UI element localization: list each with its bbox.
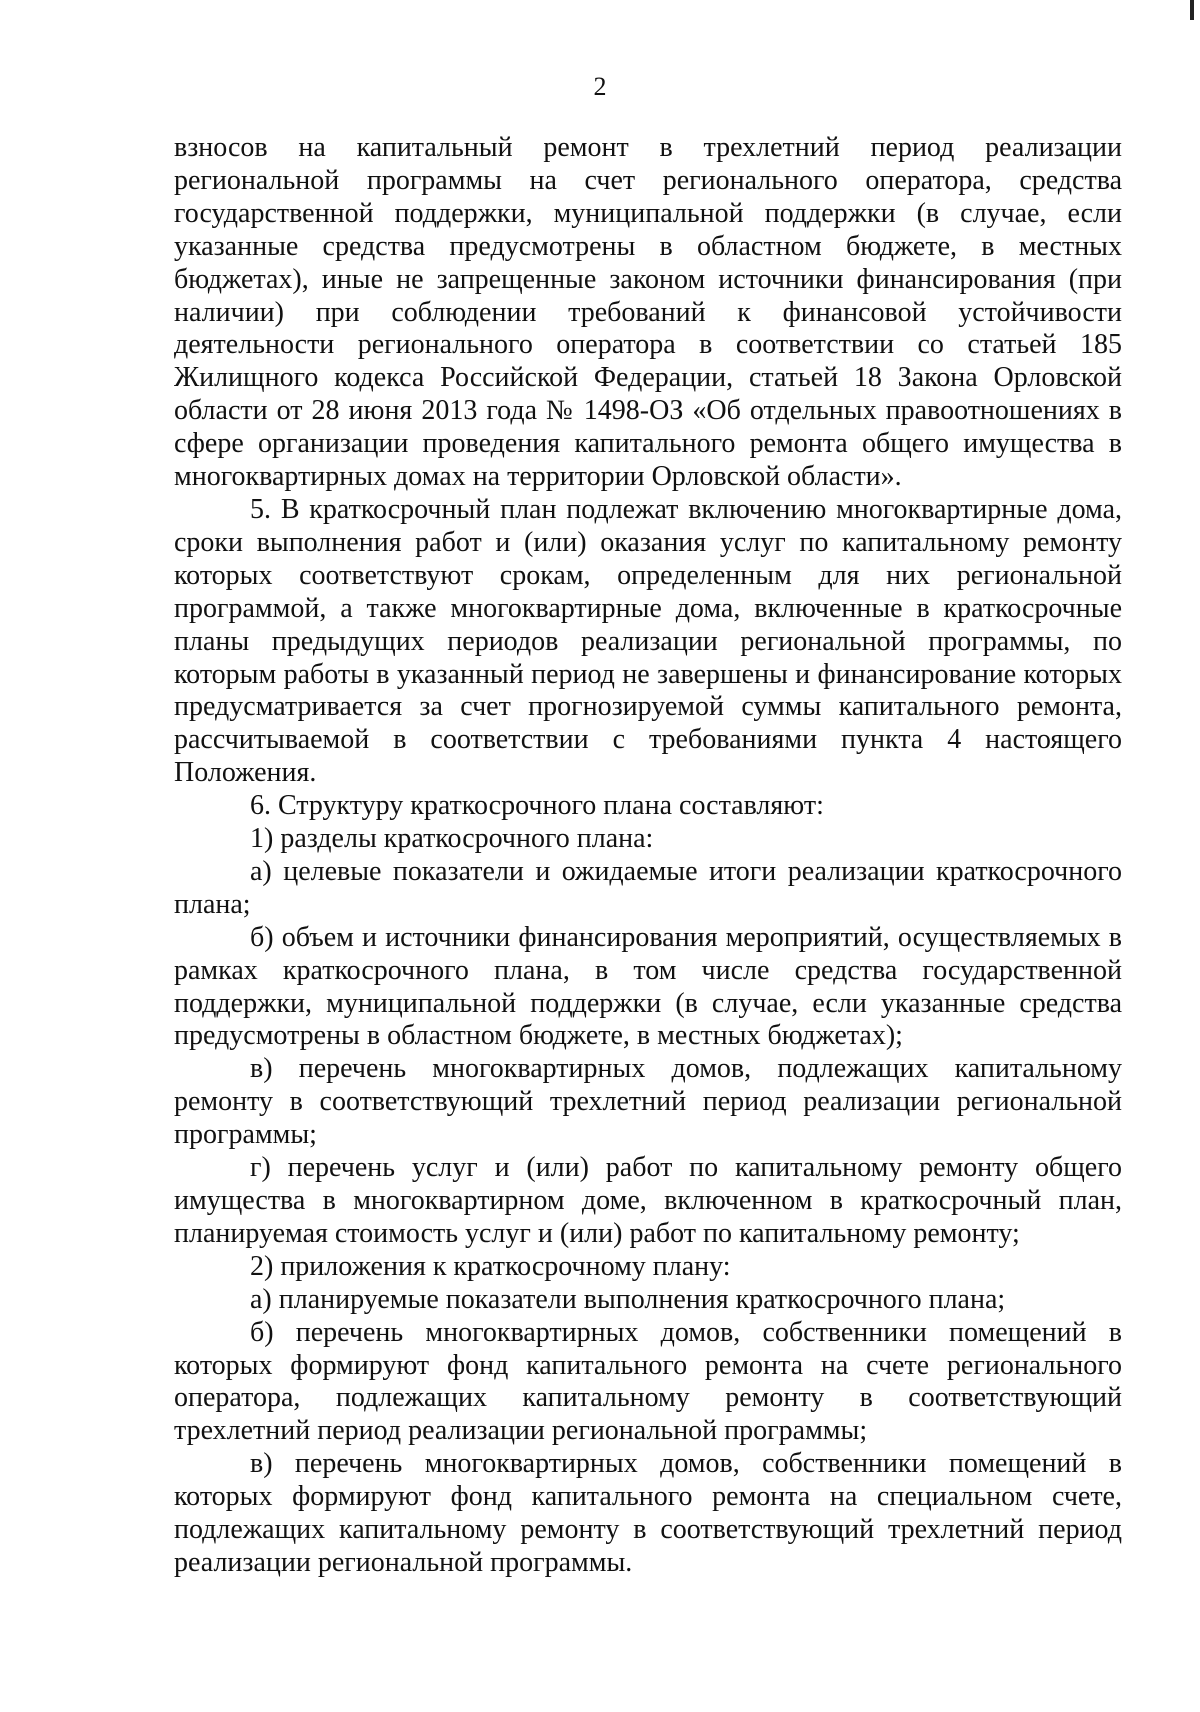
document-body — [174, 132, 1122, 1580]
paragraph-section-a: а) целевые показатели и ожидаемые итоги реализации краткосрочного плана; — [174, 855, 1122, 920]
paragraph-sections-heading: 1) разделы краткосрочного плана: — [250, 823, 654, 855]
paragraph-continuation: взносов на капитальный ремонт в трехлетний период реализации региональной программы на счет регионального оператора, средства государственной поддержки, муниципальной поддержки (в случае, если указанные средства предусмотрены в областном бюджете, в местных бюджетах), иные не запрещенные законом источники финансирования (при наличии) при соблюдении требований к финансовой устойчивости деятельности регионального оператора в соответствии со статьей 185 Жилищного кодекса Российской Федерации, статьей 18 Закона Орловской области от 28 июня 2013 года № 1498-ОЗ «Об отдельных правоотношениях в сфере организации проведения капитального ремонта общего имущества в многоквартирных домах на территории Орловской области». — [174, 132, 1122, 493]
paragraph-appendix-v: в) перечень многоквартирных домов, собственники помещений в которых формируют фонд капитального ремонта на специальном счете, подлежащих капитальному ремонту в соответствующий трехлетний период реализации региональной программы. — [174, 1448, 1122, 1578]
paragraph-section-g: г) перечень услуг и (или) работ по капитальному ремонту общего имущества в многоквартирном доме, включенном в краткосрочный план, планируемая стоимость услуг и (или) работ по капитальному ремонту; — [174, 1152, 1122, 1249]
paragraph-appendix-a: а) планируемые показатели выполнения краткосрочного плана; — [250, 1283, 1006, 1315]
paragraph-appendix-b: б) перечень многоквартирных домов, собственники помещений в которых формируют фонд капитального ремонта на счете регионального оператора, подлежащих капитальному ремонту в соответствующий трехлетний период реализации региональной программы; — [174, 1316, 1122, 1447]
paragraph-section-v: в) перечень многоквартирных домов, подлежащих капитальному ремонту в соответствующий трехлетний период реализации региональной программы; — [174, 1053, 1122, 1151]
paragraph-appendices-heading: 2) приложения к краткосрочному плану: — [250, 1250, 731, 1282]
page-number: 2 — [593, 72, 607, 101]
paragraph-section-b: б) объем и источники финансирования мероприятий, осуществляемых в рамках краткосрочного плана, в том числе средства государственной поддержки, муниципальной поддержки (в случае, если указанные средства предусмотрены в областном бюджете, в местных бюджетах); — [174, 921, 1122, 1052]
page-edge-mark — [1190, 0, 1194, 20]
paragraph-item-6: 6. Структуру краткосрочного плана составляют: — [250, 790, 824, 822]
paragraph-item-5: 5. В краткосрочный план подлежат включению многоквартирные дома, сроки выполнения работ и (или) оказания услуг по капитальному ремонту которых соответствуют срокам, определенным для них региональной программой, а также многоквартирные дома, включенные в краткосрочные планы предыдущих периодов реализации региональной программы, по которым работы в указанный период не завершены и финансирование которых предусматривается за счет прогнозируемой суммы капитального ремонта, рассчитываемой в соответствии с требованиями пункта 4 настоящего Положения. — [174, 493, 1122, 789]
